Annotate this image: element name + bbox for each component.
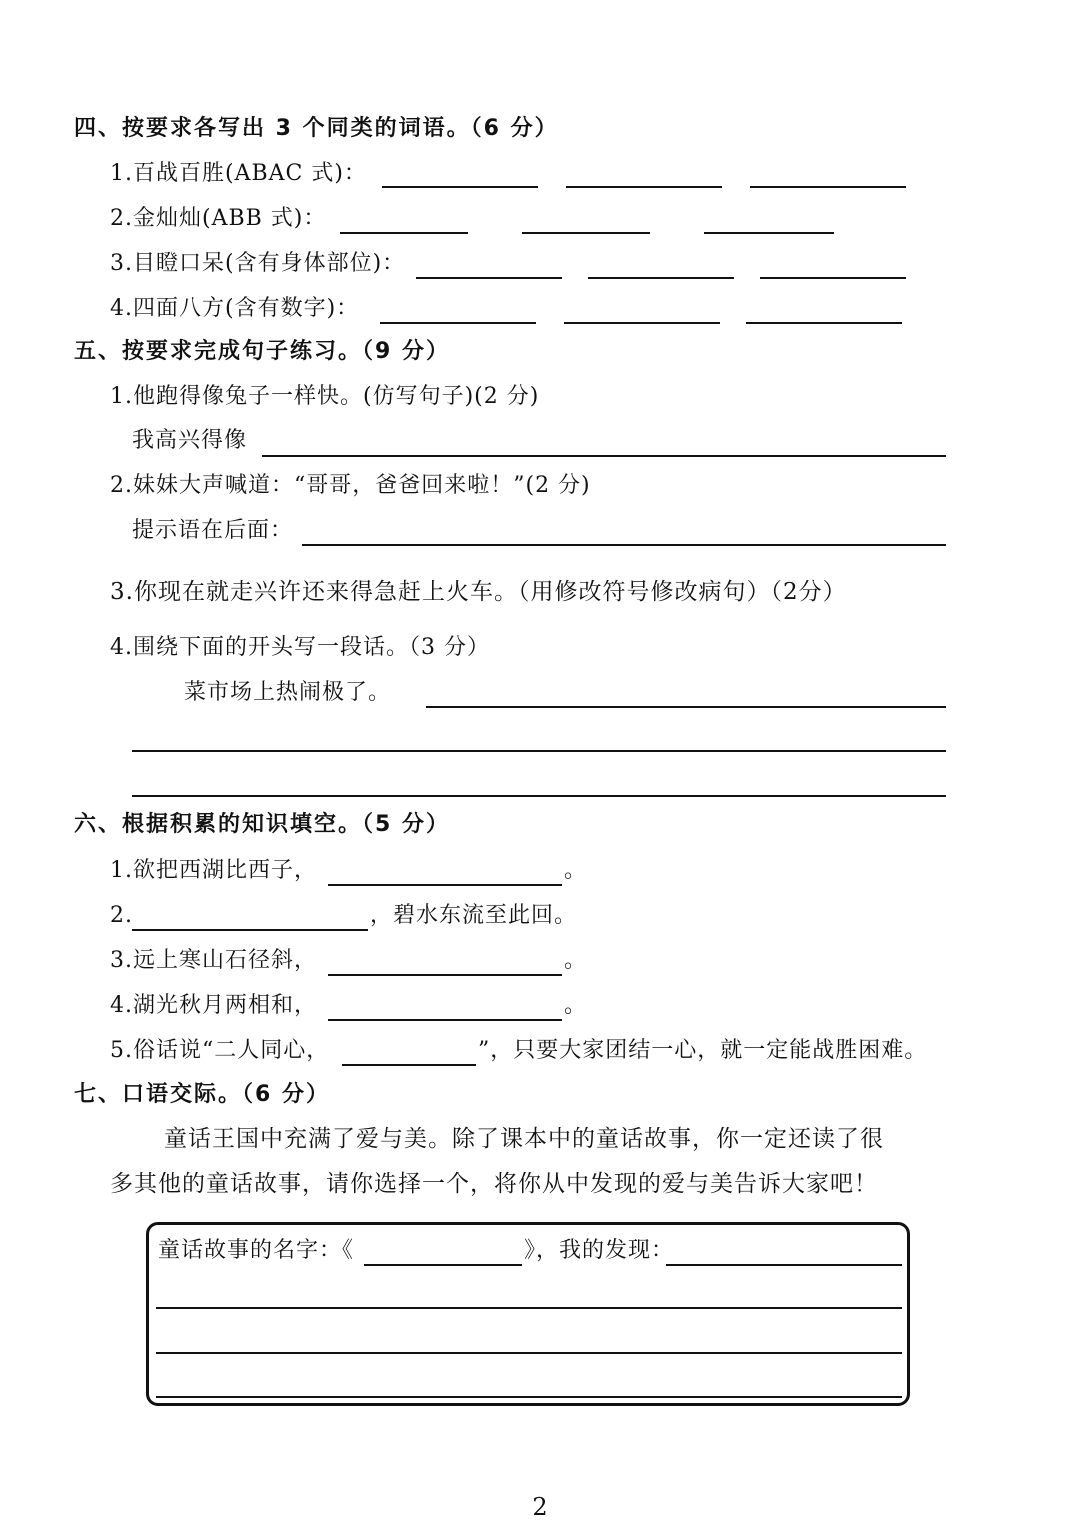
s5-q1-prompt: 我高兴得像 — [132, 428, 248, 453]
section5-heading: 五、按要求完成句子练习。（9 分） — [74, 339, 450, 364]
s4-item3-blank2[interactable] — [588, 277, 734, 279]
s5-q4-line1[interactable] — [426, 706, 946, 708]
s5-q2: 2.妹妹大声喊道：“哥哥，爸爸回来啦！”(2 分) — [110, 473, 591, 498]
s4-item2-blank2[interactable] — [522, 232, 650, 234]
s4-item2-label: 2.金灿灿(ABB 式)： — [110, 206, 327, 231]
box-title-label: 童话故事的名字：《 — [158, 1238, 355, 1263]
s4-item1-label: 1.百战百胜(ABAC 式)： — [110, 161, 367, 186]
page-number: 2 — [532, 1493, 548, 1521]
s6-q1-end: 。 — [564, 858, 588, 883]
s5-q4-line2[interactable] — [132, 750, 946, 752]
box-findings-line2[interactable] — [156, 1307, 902, 1309]
s5-q4-prompt: 菜市场上热闹极了。 — [184, 680, 392, 705]
box-findings-line3[interactable] — [156, 1352, 902, 1354]
s6-q4: 4.湖光秋月两相和， — [110, 993, 317, 1018]
s6-q3: 3.远上寒山石径斜， — [110, 948, 317, 973]
s7-paragraph-line1: 童话王国中充满了爱与美。除了课本中的童话故事，你一定还读了很 — [164, 1126, 884, 1152]
s6-q5-blank[interactable] — [342, 1064, 476, 1066]
section6-heading: 六、根据积累的知识填空。（5 分） — [74, 812, 450, 837]
s6-q5-end: ”，只要大家团结一心，就一定能战胜困难。 — [478, 1038, 928, 1063]
s4-item1-blank1[interactable] — [382, 186, 538, 188]
s6-q3-end: 。 — [564, 948, 588, 973]
s4-item3-blank3[interactable] — [760, 277, 906, 279]
box-title-blank[interactable] — [364, 1264, 522, 1266]
box-findings-line4[interactable] — [156, 1396, 902, 1398]
s5-q3: 3.你现在就走兴许还来得急赶上火车。（用修改符号修改病句）（2分） — [110, 579, 847, 605]
s5-q4: 4.围绕下面的开头写一段话。（3 分） — [110, 635, 490, 660]
s5-q2-answer-line[interactable] — [302, 544, 946, 546]
s6-q5: 5.俗话说“二人同心， — [110, 1038, 330, 1063]
s6-q4-end: 。 — [564, 993, 588, 1018]
s6-q3-blank[interactable] — [328, 974, 562, 976]
s4-item1-blank3[interactable] — [750, 186, 906, 188]
s6-q1-blank[interactable] — [328, 884, 562, 886]
s4-item4-blank3[interactable] — [746, 322, 902, 324]
s4-item3-label: 3.目瞪口呆(含有身体部位)： — [110, 251, 406, 276]
s4-item4-blank1[interactable] — [380, 322, 536, 324]
s5-q1: 1.他跑得像兔子一样快。(仿写句子)(2 分) — [110, 384, 540, 409]
s4-item1-blank2[interactable] — [566, 186, 722, 188]
s5-q2-prompt: 提示语在后面： — [132, 518, 294, 543]
s7-paragraph-line2: 多其他的童话故事，请你选择一个，将你从中发现的爱与美告诉大家吧！ — [110, 1171, 878, 1197]
s5-q1-answer-line[interactable] — [262, 455, 946, 457]
s5-q4-line3[interactable] — [132, 795, 946, 797]
s4-item4-label: 4.四面八方(含有数字)： — [110, 296, 360, 321]
s4-item4-blank2[interactable] — [564, 322, 720, 324]
s4-item3-blank1[interactable] — [416, 277, 562, 279]
s4-item2-blank3[interactable] — [704, 232, 834, 234]
s6-q2: 2. — [110, 903, 133, 928]
s6-q1: 1.欲把西湖比西子， — [110, 858, 317, 883]
box-findings-line1[interactable] — [666, 1264, 902, 1266]
s6-q4-blank[interactable] — [328, 1019, 562, 1021]
s6-q2-blank[interactable] — [132, 929, 368, 931]
s6-q2-end: ，碧水东流至此回。 — [370, 903, 578, 928]
section4-heading: 四、按要求各写出 3 个同类的词语。（6 分） — [74, 116, 559, 141]
s4-item2-blank1[interactable] — [340, 232, 468, 234]
section7-heading: 七、口语交际。（6 分） — [74, 1082, 330, 1107]
box-findings-label: 》，我的发现： — [524, 1238, 675, 1263]
